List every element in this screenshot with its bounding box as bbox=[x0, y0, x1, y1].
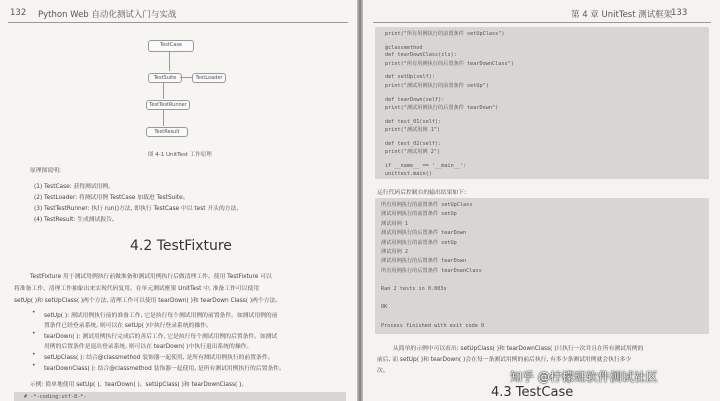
code-line: @classmethod bbox=[385, 44, 423, 51]
code-line: unittest.main() bbox=[385, 170, 432, 177]
bullet-line: tearDown( ): 测试用例执行完成后的善后工作, 它是执行每个测试用例的后置条件。如测试 bbox=[44, 334, 278, 340]
paragraph-line: 次。 bbox=[377, 368, 389, 374]
console-output-line: 测试用例 2 bbox=[381, 249, 408, 255]
paragraph-line: 前后, 而 setUp( )和 tearDown( )会在每一条测试用例的前后执行, 有多少条测试用例就会执行多少 bbox=[377, 357, 632, 363]
code-line: if __name__ == '__main__': bbox=[385, 163, 467, 170]
console-output-line: 测试用例执行的前置条件 setUp bbox=[381, 239, 457, 246]
list-item: (2) TestLoader: 将测试用例 TestCase 加载进 TestSuite。 bbox=[34, 195, 189, 201]
console-output-line: Ran 2 tests in 0.003s bbox=[381, 285, 447, 292]
console-output-line: 测试用例执行的后置条件 tearDown bbox=[381, 230, 467, 237]
code-line: def test_01(self): bbox=[385, 118, 442, 125]
diagram-node-testsuite: TestSuite bbox=[148, 73, 182, 83]
diagram-edge bbox=[169, 51, 170, 71]
bullet-dot: • bbox=[32, 310, 36, 316]
list-item: (1) TestCase: 获得测试用例。 bbox=[34, 184, 115, 190]
output-intro: 运行代码后控制台的输出结果如下: bbox=[377, 190, 466, 196]
bullet-line: setUp( ): 测试用例执行前的准备工作, 它是执行每个测试用例的前置条件。如测试用例的前 bbox=[44, 313, 278, 319]
paragraph-line: 将准备工作、清理工作抽象出来实现代码复用。在单元测试框架 UnitTest 中, 准备工作可以使用 bbox=[14, 286, 260, 292]
watermark: 知乎 @柠檬班软件测试社区 bbox=[510, 370, 658, 384]
console-output-line: 测试用例执行的后置条件 tearDown bbox=[381, 258, 467, 265]
code-line: def setUp(self): bbox=[385, 74, 435, 81]
bullet-line: 置条件已经登录系统, 则可以在 setUp( )中执行登录系统的操作。 bbox=[44, 323, 212, 329]
page-number-left: 132 bbox=[10, 8, 27, 18]
console-output-block bbox=[375, 198, 709, 334]
paragraph-line: setUp( )和 setUpClass( )两个方法, 清理工作可以使用 tearDown( )和 tearDown Class( )两个方法。 bbox=[14, 298, 282, 304]
code-line: print("所有用例执行的后置条件 tearDownClass") bbox=[385, 60, 514, 67]
console-output-line: OK bbox=[381, 304, 388, 311]
console-output-line: Process finished with exit code 0 bbox=[381, 323, 485, 330]
console-output-line: 测试用例执行的前置条件 setUp bbox=[381, 211, 457, 218]
bullet-line: 用例的后置条件是退出登录系统, 则可以在 tearDown( )中执行退出系统的操作。 bbox=[44, 344, 253, 350]
list-item: (3) TestTestRunner: 执行 run()方法, 即执行 TestCase 中以 test 开头的方法。 bbox=[34, 206, 243, 212]
bullet-dot: • bbox=[32, 352, 36, 358]
bullet-line: tearDownClass( ): 结合@classmethod 装饰器一起使用, 是所有测试用例执行的后置条件。 bbox=[44, 366, 285, 372]
code-block-right bbox=[375, 27, 709, 179]
paragraph-line: 从简单的示例中可以看出: setUpClass( )和 tearDownClass( )只执行一次并且在所有测试用例的 bbox=[393, 346, 644, 352]
paragraph-line: TestFixture 用于测试用例执行前做准备和测试用例执行后做清理工作。使用 TestFixture 可以 bbox=[30, 274, 272, 280]
code-line: print("测试用例 2") bbox=[385, 149, 441, 156]
code-line: def test_02(self): bbox=[385, 141, 442, 147]
bullet-dot: • bbox=[32, 331, 36, 337]
bullet-line: setUpClass( ): 结合@classmethod 装饰器一起使用, 是所有测试用例执行的前置条件。 bbox=[44, 355, 274, 361]
diagram-edge bbox=[163, 82, 164, 99]
diagram-node-testresult: TestResult bbox=[146, 127, 188, 137]
diagram-edge bbox=[180, 77, 192, 78]
code-line: def tearDown(self): bbox=[385, 96, 445, 103]
console-output-line: 所有用例执行的后置条件 tearDownClass bbox=[381, 267, 482, 274]
page-number-right: 133 bbox=[671, 8, 688, 18]
bullet-dot: • bbox=[32, 363, 36, 369]
right-page bbox=[363, 0, 720, 401]
list-item: (4) TestResult: 生成测试报告。 bbox=[34, 217, 118, 223]
section-title-4-3: 4.3 TestCase bbox=[491, 385, 574, 400]
diagram-node-testcase: TestCase bbox=[148, 40, 194, 52]
chapter-header: 第 4 章 UnitTest 测试框架 bbox=[571, 10, 673, 20]
example-line: 示例: 简单地使用 setUp( )、tearDown( )、setUpClass( )和 tearDownClass( )。 bbox=[30, 382, 248, 388]
code-line: print("测试用例执行的前置条件 setUp") bbox=[385, 82, 489, 89]
code-line: # -*-coding:utf-8-*- bbox=[24, 394, 87, 400]
diagram-node-testrunner: TestTestRunner bbox=[146, 100, 190, 110]
code-line: print("测试用例执行的后置条件 tearDown") bbox=[385, 105, 499, 111]
book-title: Python Web 自动化测试入门与实战 bbox=[38, 10, 177, 20]
figure-caption: 图 4-1 UnitTest 工作原理 bbox=[148, 152, 212, 158]
console-output-line: 测试用例 1 bbox=[381, 220, 408, 227]
code-line: print("所有用例执行的前置条件 setUpClass") bbox=[385, 31, 505, 37]
console-output-line: 所有用例执行的前置条件 setUpClass bbox=[381, 202, 473, 208]
code-block-left bbox=[14, 392, 346, 401]
intro-text: 原理图说明: bbox=[30, 168, 61, 174]
code-line: def tearDownClass(cls): bbox=[385, 52, 457, 59]
header-rule bbox=[373, 22, 711, 23]
header-rule bbox=[8, 22, 348, 23]
code-line: print("测试用例 1") bbox=[385, 127, 441, 134]
left-page bbox=[0, 0, 357, 401]
diagram-edge bbox=[163, 109, 164, 126]
diagram-node-testloader: TestLoader bbox=[192, 73, 226, 83]
section-title-4-2: 4.2 TestFixture bbox=[130, 238, 232, 254]
